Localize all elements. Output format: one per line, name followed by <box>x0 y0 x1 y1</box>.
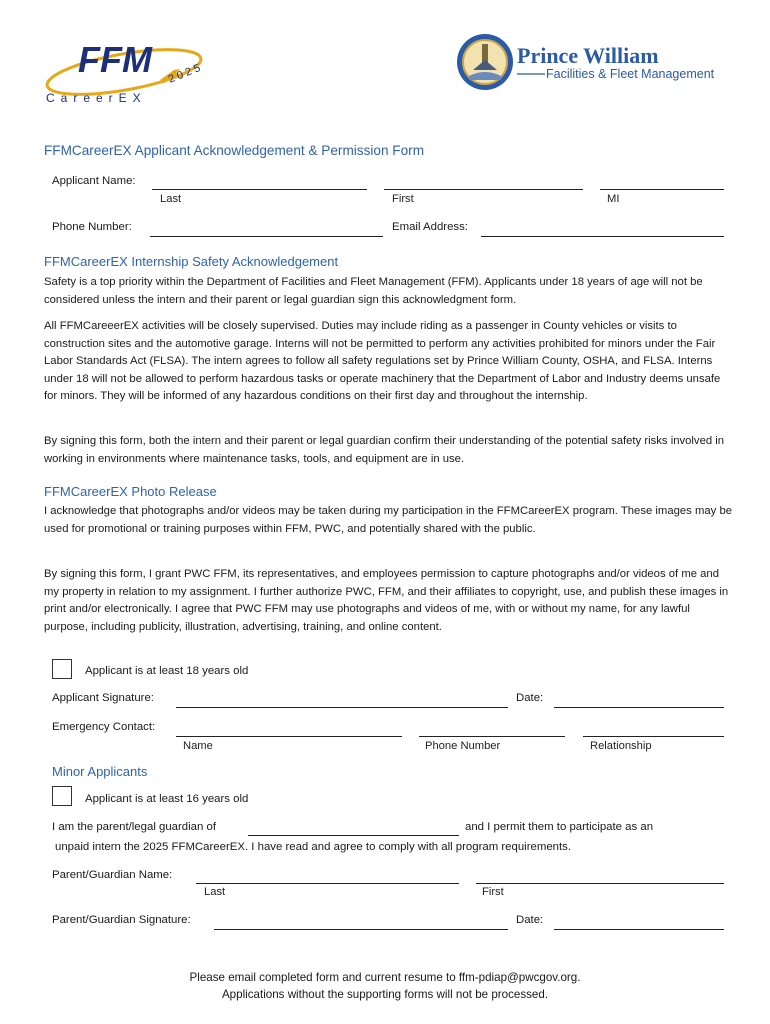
email-address-field[interactable] <box>481 236 724 237</box>
name-sub-mi: MI <box>607 193 620 205</box>
safety-heading: FFMCareerEX Internship Safety Acknowledgement <box>44 254 339 269</box>
parent-first-name-field[interactable] <box>476 883 724 884</box>
parent-signature-label: Parent/Guardian Signature: <box>52 914 191 926</box>
footer-instructions: Please email completed form and current resume to ffm-pdiap@pwcgov.org. <box>189 971 581 984</box>
name-sub-first: First <box>392 193 414 205</box>
email-address-label: Email Address: <box>392 221 468 233</box>
applicant-date-label: Date: <box>516 692 544 704</box>
prince-william-logo <box>455 30 730 98</box>
emergency-relationship-field[interactable] <box>583 736 724 737</box>
ffm-monogram: FFM <box>78 39 152 80</box>
phone-number-field[interactable] <box>150 236 383 237</box>
ffm-wordmark: CareerEX <box>46 91 147 105</box>
photo-paragraph-1: I acknowledge that photographs and/or videos may be taken during my participation in the FFMCareerEX program. These images may be used for promotional or training purposes within FFM, PWC, and potentially shared with the public. <box>44 505 733 535</box>
applicant-mi-field[interactable] <box>600 189 724 190</box>
minor-applicants-heading: Minor Applicants <box>52 764 148 779</box>
pw-title: Prince William <box>517 43 659 68</box>
applicant-signature-field[interactable] <box>176 707 508 708</box>
guardian-statement-line-2: unpaid intern the 2025 FFMCareerEX. I have read and agree to comply with all program requirements. <box>55 841 572 853</box>
parent-last-name-field[interactable] <box>196 883 459 884</box>
safety-paragraph-2: All FFMCareeerEX activities will be closely supervised. Duties may include riding as a passenger in County vehicles or visits to construction sites and the automotive garage. Interns will not be permitted to perform any activities prohibited for minors under the Fair Labor Standards Act (FLSA). The intern agrees to follow all safety regulations set by Prince William County, OSHA, and FLSA. Interns under 18 will not be allowed to perform hazardous tasks or operate machinery that the Department of Labor and Industry deems unsafe for minors. They will be informed of any hazardous conditions on their first day and throughout the internship. <box>44 320 721 403</box>
guardian-statement-part-2: and I permit them to participate as an <box>465 821 654 833</box>
form-title: FFMCareerEX Applicant Acknowledgement & Permission Form <box>44 143 425 158</box>
applicant-name-label: Applicant Name: <box>52 175 136 187</box>
name-sub-last: Last <box>160 193 182 205</box>
emergency-contact-label: Emergency Contact: <box>52 721 156 733</box>
parent-date-label: Date: <box>516 914 544 926</box>
emergency-sub-name: Name <box>183 740 213 752</box>
applicant-first-name-field[interactable] <box>384 189 583 190</box>
photo-release-heading: FFMCareerEX Photo Release <box>44 484 217 499</box>
emergency-name-field[interactable] <box>176 736 402 737</box>
safety-paragraph-3: By signing this form, both the intern and their parent or legal guardian confirm their understanding of the potential safety risks involved in working in environments where maintenance tasks, tools, and equipment are in use. <box>44 435 725 465</box>
guardian-statement-part-1: I am the parent/legal guardian of <box>52 821 217 833</box>
parent-sub-first: First <box>482 886 504 898</box>
ffm-year: 2025 <box>166 60 205 86</box>
parent-signature-field[interactable] <box>214 929 508 930</box>
parent-date-field[interactable] <box>554 929 724 930</box>
pw-subtitle: Facilities & Fleet Management <box>546 67 715 81</box>
safety-paragraph-1: Safety is a top priority within the Department of Facilities and Fleet Management (FFM). Applicants under 18 years of age will not be considered unless the intern and their parent or legal guardian sign this acknowledgment form. <box>44 276 703 306</box>
applicant-signature-label: Applicant Signature: <box>52 692 154 704</box>
age-18-checkbox[interactable] <box>52 659 72 679</box>
parent-sub-last: Last <box>204 886 226 898</box>
age-16-checkbox[interactable] <box>52 786 72 806</box>
age-16-checkbox-label: Applicant is at least 16 years old <box>85 793 249 805</box>
phone-number-label: Phone Number: <box>52 221 132 233</box>
emergency-sub-relationship: Relationship <box>590 740 652 752</box>
age-18-checkbox-label: Applicant is at least 18 years old <box>85 665 249 677</box>
minor-name-field[interactable] <box>248 835 459 836</box>
photo-paragraph-2: By signing this form, I grant PWC FFM, its representatives, and employees permission to capture photographs and/or videos of me and my property in relation to my assignment. I further authorize PWC, FFM, and their affiliates to copyright, use, and publish these images in print and/or electronically. I agree that PWC FFM may use photographs and videos of me, with or without my name, for any lawful purpose, including publicity, illustration, advertising, training, and online content. <box>44 568 729 633</box>
applicant-last-name-field[interactable] <box>152 189 367 190</box>
parent-name-label: Parent/Guardian Name: <box>52 869 173 881</box>
emergency-phone-field[interactable] <box>419 736 565 737</box>
emergency-sub-phone: Phone Number <box>425 740 501 752</box>
footer-warning: Applications without the supporting forms will not be processed. <box>221 988 549 1001</box>
applicant-date-field[interactable] <box>554 707 724 708</box>
ffm-careerex-logo <box>40 28 210 108</box>
